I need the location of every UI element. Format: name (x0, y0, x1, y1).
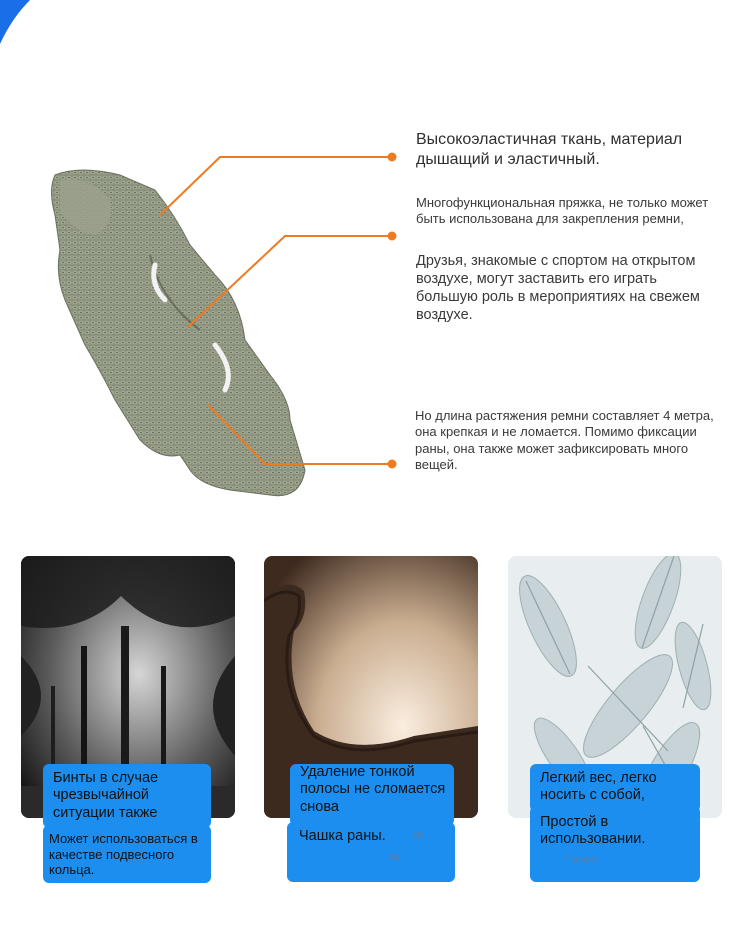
card2-caption-top-text: Удаление тонкой полосы не сломается снова (300, 764, 446, 815)
card2-caption-bottom (287, 822, 455, 882)
card1-caption-top (43, 764, 211, 828)
card3-caption-bottom (530, 806, 700, 882)
bandage-roll (52, 170, 306, 496)
card2-caption-top (290, 764, 454, 826)
card2-watermark-1: Из (413, 830, 424, 840)
card2-watermark-2: Из (389, 852, 400, 862)
feature-multifunction-buckle: Многофункциональная пряжка, не только может быть использована для закрепления ремни, (416, 195, 709, 227)
card1-caption-bottom-text: Может использоваться в качестве подвесного кольца. (49, 831, 198, 878)
feature-outdoor-use: Друзья, знакомые с спортом на открытом воздухе, могут заставить его играть большую роль в мероприятиях на свежем воздухе. (416, 253, 700, 324)
card1-caption-bottom (43, 825, 211, 883)
card1-caption-top-text: Бинты в случае чрезвычайной ситуации также (53, 770, 159, 821)
card2-caption-bottom-text: Чашка раны. (299, 828, 386, 844)
feature-stretch-length: Но длина растяжения ремни составляет 4 метра, она крепкая и не ломается. Помимо фиксации раны, она также может зафиксировать много вещей. (415, 408, 714, 472)
card3-caption-top (530, 764, 700, 812)
card3-caption-top-text: Легкий вес, легко носить с собой, (540, 770, 657, 804)
feature-elastic-fabric: Высокоэластичная ткань, материал дышащий и эластичный. (416, 131, 683, 168)
card3-caption-bottom-text: Простой в использовании. (540, 814, 646, 848)
card3-watermark: Продукт (564, 854, 599, 864)
